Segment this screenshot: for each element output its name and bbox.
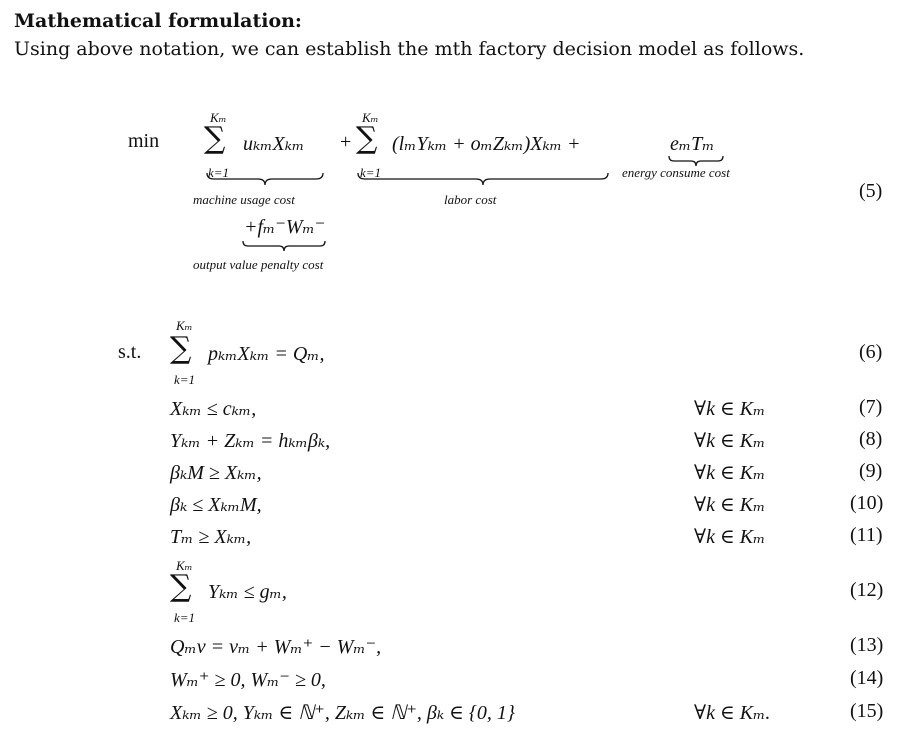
annotation-labor-cost: labor cost bbox=[444, 192, 497, 207]
subject-to-label: s.t. bbox=[118, 341, 142, 363]
equation-number: (5) bbox=[859, 180, 883, 202]
constraint-14-expression: Wₘ⁺ ≥ 0, Wₘ⁻ ≥ 0, bbox=[170, 669, 326, 691]
sum-upper-limit: Kₘ bbox=[176, 558, 193, 573]
underbrace-labor bbox=[357, 172, 609, 186]
summation-symbol: ∑ bbox=[170, 569, 192, 604]
constraint-8-expression: Yₖₘ + Zₖₘ = hₖₘβₖ, bbox=[170, 430, 331, 452]
plus-sign: + bbox=[340, 131, 352, 153]
constraint-9-condition: ∀k ∈ Kₘ bbox=[694, 462, 766, 484]
equation-number: (14) bbox=[850, 667, 884, 689]
equation-number: (11) bbox=[850, 524, 883, 546]
sum-lower-limit: k=1 bbox=[360, 165, 382, 180]
equation-number: (12) bbox=[850, 579, 884, 601]
sum-lower-limit: k=1 bbox=[174, 610, 196, 625]
sum-upper-limit: Kₘ bbox=[176, 318, 193, 333]
equation-number: (6) bbox=[859, 341, 883, 363]
energy-term: eₘTₘ bbox=[670, 133, 715, 155]
equation-number: (9) bbox=[859, 460, 883, 482]
annotation-energy-consume-cost: energy consume cost bbox=[622, 165, 730, 180]
constraint-11-expression: Tₘ ≥ Xₖₘ, bbox=[170, 526, 252, 548]
sum-lower-limit: k=1 bbox=[208, 165, 230, 180]
constraint-7-expression: Xₖₘ ≤ cₖₘ, bbox=[170, 398, 257, 420]
constraint-11-condition: ∀k ∈ Kₘ bbox=[694, 526, 766, 548]
equation-number: (8) bbox=[859, 428, 883, 450]
penalty-term: +fₘ⁻Wₘ⁻ bbox=[244, 216, 326, 238]
constraint-10-expression: βₖ ≤ XₖₘM, bbox=[170, 494, 262, 516]
sum-upper-limit: Kₘ bbox=[362, 110, 379, 125]
min-operator: min bbox=[128, 130, 160, 152]
equation-number: (10) bbox=[850, 492, 884, 514]
equation-number: (7) bbox=[859, 396, 883, 418]
summation-symbol: ∑ bbox=[170, 331, 192, 366]
summation-symbol: ∑ bbox=[204, 121, 226, 156]
sum-lower-limit: k=1 bbox=[174, 372, 196, 387]
summation-symbol: ∑ bbox=[356, 121, 378, 156]
machine-usage-term: uₖₘXₖₘ bbox=[243, 133, 305, 155]
constraint-13-expression: Qₘv = vₘ + Wₘ⁺ − Wₘ⁻, bbox=[170, 636, 382, 658]
equation-number: (15) bbox=[850, 700, 884, 722]
constraint-15-expression: Xₖₘ ≥ 0, Yₖₘ ∈ ℕ⁺, Zₖₘ ∈ ℕ⁺, βₖ ∈ {0, 1} bbox=[170, 702, 515, 724]
intro-text: Using above notation, we can establish the mth factory decision model as follows. bbox=[14, 38, 805, 60]
underbrace-machine bbox=[206, 172, 324, 186]
constraint-6-expression: pₖₘXₖₘ = Qₘ, bbox=[208, 343, 325, 365]
equation-number: (13) bbox=[850, 634, 884, 656]
constraint-12-expression: Yₖₘ ≤ gₘ, bbox=[208, 581, 287, 603]
sum-upper-limit: Kₘ bbox=[210, 110, 227, 125]
constraint-7-condition: ∀k ∈ Kₘ bbox=[694, 398, 766, 420]
labor-cost-term: (lₘYₖₘ + oₘZₖₘ)Xₖₘ + bbox=[392, 133, 581, 155]
constraint-8-condition: ∀k ∈ Kₘ bbox=[694, 430, 766, 452]
annotation-output-value-penalty-cost: output value penalty cost bbox=[193, 257, 324, 272]
annotation-machine-usage-cost: machine usage cost bbox=[193, 192, 295, 207]
section-heading: Mathematical formulation: bbox=[14, 10, 302, 32]
constraint-15-condition: ∀k ∈ Kₘ. bbox=[694, 702, 771, 724]
constraint-10-condition: ∀k ∈ Kₘ bbox=[694, 494, 766, 516]
constraint-9-expression: βₖM ≥ Xₖₘ, bbox=[170, 462, 262, 484]
underbrace-penalty bbox=[242, 240, 326, 252]
